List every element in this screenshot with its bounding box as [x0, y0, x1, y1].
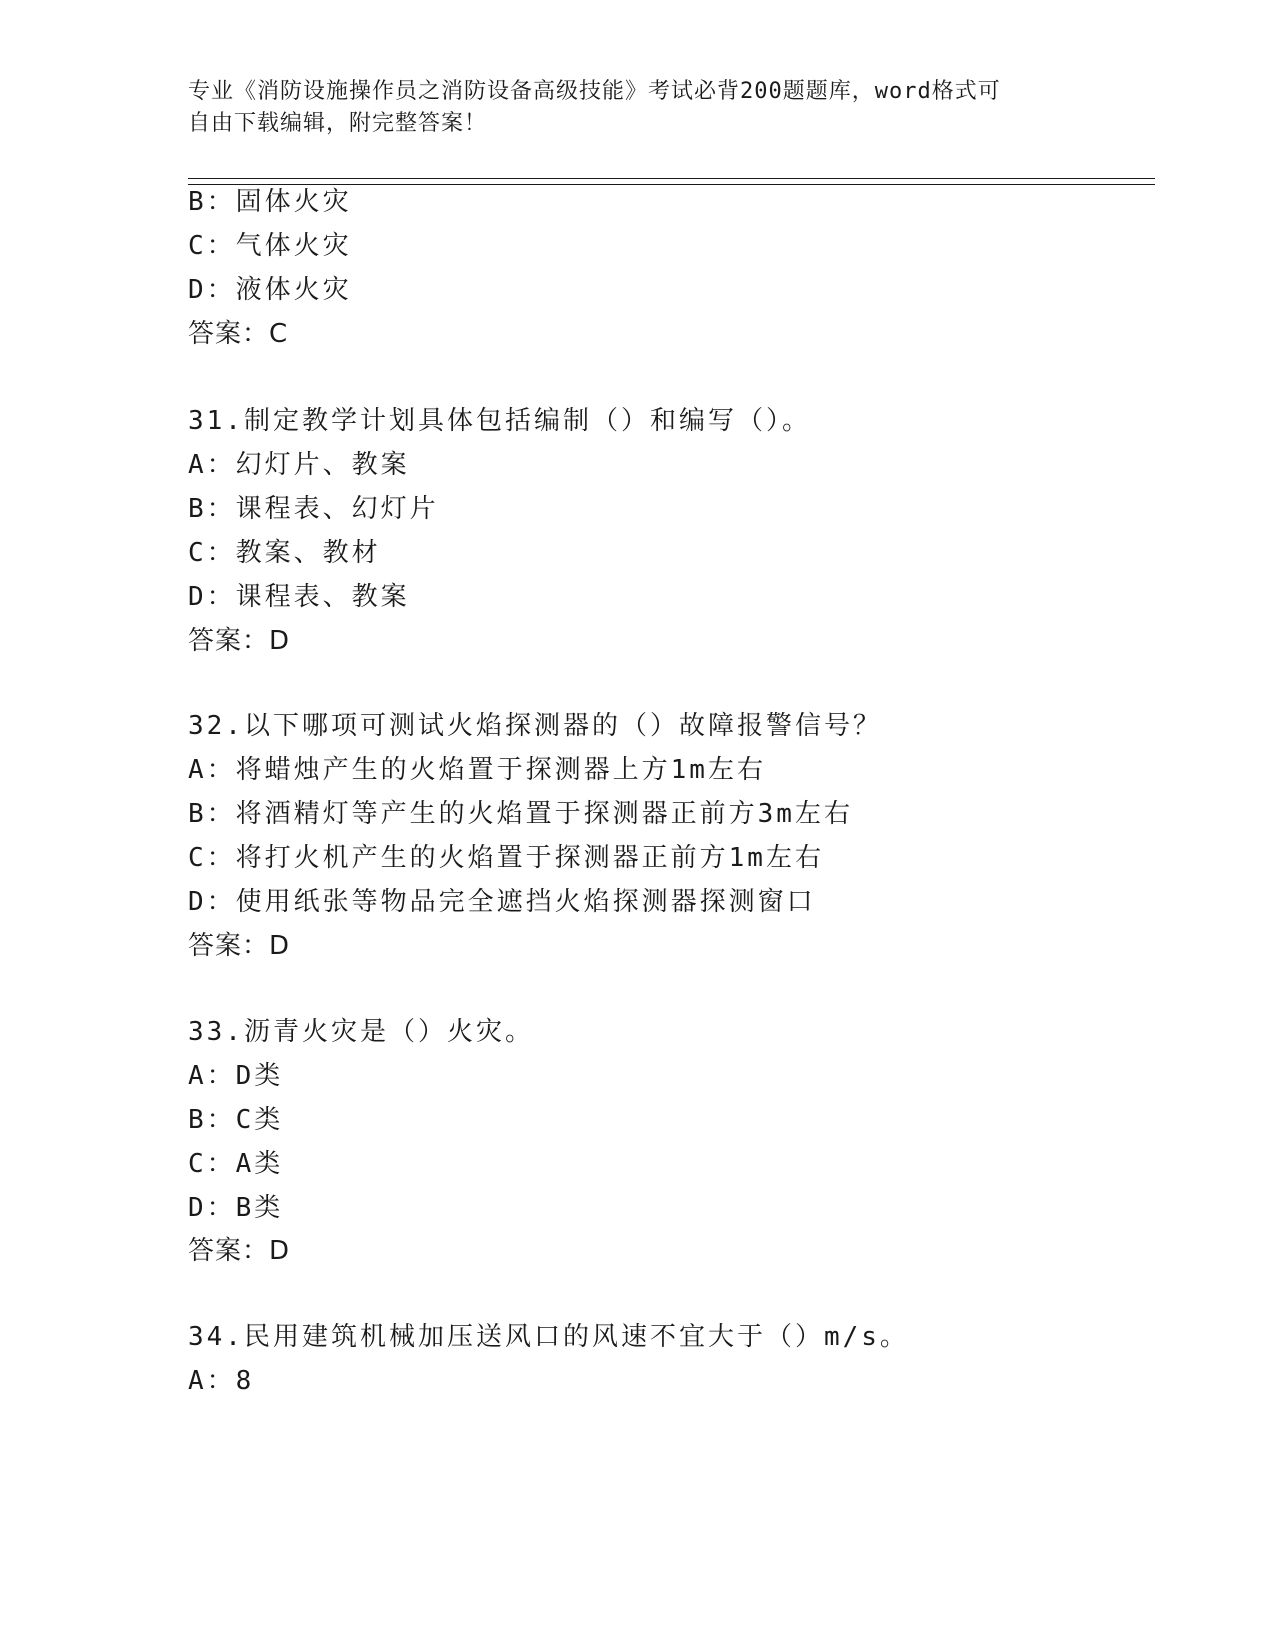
- header-divider: [188, 178, 1155, 185]
- header-title-line-1: 专业《消防设施操作员之消防设备高级技能》考试必背200题题库，word格式可: [188, 79, 1001, 104]
- header-title-line-2: 自由下载编辑，附完整答案！: [188, 111, 488, 136]
- option-c: C：气体火灾: [188, 231, 352, 261]
- document-header: [188, 76, 1088, 140]
- option-c: C：将打火机产生的火焰置于探测器正前方1m左右: [188, 843, 824, 873]
- option-b: B：将酒精灯等产生的火焰置于探测器正前方3m左右: [188, 799, 853, 829]
- option-d: D：使用纸张等物品完全遮挡火焰探测器探测窗口: [188, 887, 816, 917]
- question-stem: 34.民用建筑机械加压送风口的风速不宜大于（）m/s。: [188, 1322, 909, 1352]
- question-stem: 31.制定教学计划具体包括编制（）和编写（）。: [188, 406, 811, 436]
- question-stem: 32.以下哪项可测试火焰探测器的（）故障报警信号？: [188, 711, 882, 741]
- option-c: C：A类: [188, 1149, 284, 1179]
- answer-line: 答案：D: [188, 626, 291, 656]
- option-b: B：课程表、幻灯片: [188, 494, 439, 524]
- answer-line: 答案：D: [188, 1236, 291, 1266]
- option-b: B：C类: [188, 1105, 284, 1135]
- option-c: C：教案、教材: [188, 538, 381, 568]
- question-stem: 33.沥青火灾是（）火灾。: [188, 1017, 534, 1047]
- option-a: A：幻灯片、教案: [188, 450, 410, 480]
- option-d: D：课程表、教案: [188, 582, 410, 612]
- option-d: D：液体火灾: [188, 275, 352, 305]
- option-b: B：固体火灾: [188, 187, 352, 217]
- option-a: A：8: [188, 1366, 255, 1396]
- option-a: A：D类: [188, 1061, 284, 1091]
- option-a: A：将蜡烛产生的火焰置于探测器上方1m左右: [188, 755, 766, 785]
- answer-line: 答案：D: [188, 931, 291, 961]
- option-d: D：B类: [188, 1193, 284, 1223]
- answer-line: 答案：C: [188, 319, 289, 349]
